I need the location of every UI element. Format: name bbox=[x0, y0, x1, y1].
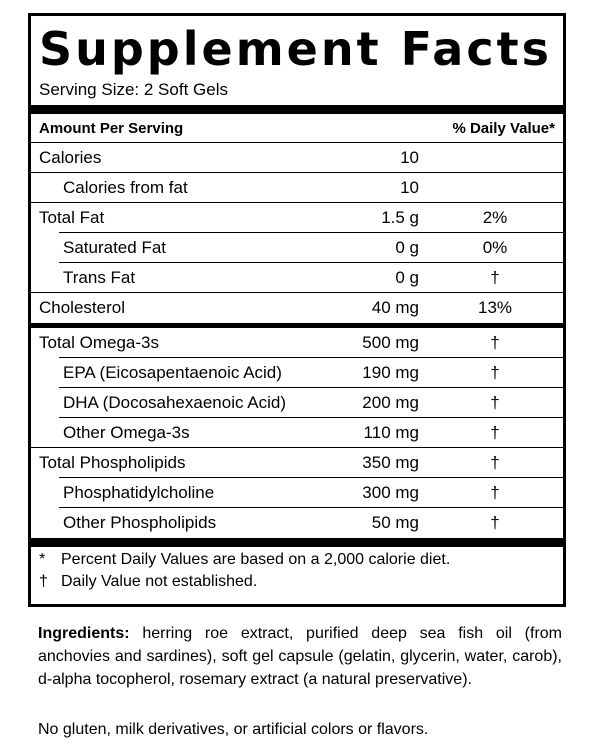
nutrient-amount: 0 g bbox=[395, 268, 419, 287]
nutrient-daily-value: 13% bbox=[477, 298, 513, 317]
nutrient-daily-value: 0% bbox=[482, 238, 508, 257]
nutrient-daily-value: † bbox=[490, 423, 500, 442]
nutrient-row-phosphatidylcholine bbox=[31, 478, 563, 508]
nutrient-name: Saturated Fat bbox=[63, 238, 167, 257]
nutrient-name: Trans Fat bbox=[63, 268, 136, 287]
nutrient-amount: 0 g bbox=[395, 238, 419, 257]
nutrient-name: Calories from fat bbox=[63, 178, 188, 197]
nutrient-daily-value: 2% bbox=[482, 208, 508, 227]
nutrient-row-other-omega-3s bbox=[31, 418, 563, 448]
nutrient-amount: 350 mg bbox=[362, 453, 419, 472]
daily-value-header: % Daily Value* bbox=[452, 119, 555, 137]
nutrient-amount: 10 bbox=[400, 148, 419, 167]
footnote-not-established bbox=[39, 571, 555, 593]
ingredients-statement bbox=[38, 622, 562, 691]
nutrient-name: Total Phospholipids bbox=[39, 453, 186, 472]
panel-title: Supplement Facts bbox=[39, 22, 552, 76]
nutrient-amount: 40 mg bbox=[371, 298, 419, 317]
nutrient-row-cholesterol bbox=[31, 293, 563, 323]
nutrient-row-total-omega-3s bbox=[31, 328, 563, 358]
nutrient-amount: 110 mg bbox=[363, 423, 419, 442]
amount-per-serving-header: Amount Per Serving bbox=[39, 119, 184, 137]
nutrient-row-calories-from-fat bbox=[31, 173, 563, 203]
nutrient-amount: 1.5 g bbox=[381, 208, 419, 227]
nutrient-name: Phosphatidylcholine bbox=[63, 483, 215, 502]
nutrient-name: DHA (Docosahexaenoic Acid) bbox=[63, 393, 287, 412]
nutrient-daily-value: † bbox=[490, 483, 500, 502]
nutrient-amount: 50 mg bbox=[371, 513, 419, 532]
nutrient-row-trans-fat bbox=[31, 263, 563, 293]
nutrient-row-calories bbox=[31, 143, 563, 173]
thick-divider bbox=[31, 538, 563, 547]
nutrient-row-total-fat bbox=[31, 203, 563, 233]
nutrient-name: Calories bbox=[39, 148, 102, 167]
nutrient-row-dha bbox=[31, 388, 563, 418]
supplement-facts-panel bbox=[28, 13, 566, 607]
serving-size: Serving Size: 2 Soft Gels bbox=[39, 80, 228, 99]
nutrient-name: Other Omega-3s bbox=[63, 423, 190, 442]
footnote-mark: † bbox=[39, 573, 48, 590]
nutrient-row-epa bbox=[31, 358, 563, 388]
allergen-statement: No gluten, milk derivatives, or artificial colors or flavors. bbox=[38, 721, 429, 738]
footnote-text: Daily Value not established. bbox=[61, 573, 258, 590]
nutrient-amount: 200 mg bbox=[362, 393, 419, 412]
thick-divider bbox=[31, 105, 563, 114]
nutrient-amount: 10 bbox=[400, 178, 419, 197]
footnote-mark: * bbox=[39, 551, 46, 568]
nutrient-amount: 500 mg bbox=[362, 333, 419, 352]
nutrient-name: Other Phospholipids bbox=[63, 513, 217, 532]
nutrient-row-saturated-fat bbox=[31, 233, 563, 263]
footnote-percent-daily bbox=[39, 549, 555, 571]
nutrient-daily-value: † bbox=[490, 268, 500, 287]
footnotes bbox=[39, 547, 555, 593]
nutrient-name: Total Omega-3s bbox=[39, 333, 159, 352]
nutrient-name: Total Fat bbox=[39, 208, 105, 227]
footnote-text: Percent Daily Values are based on a 2,000 calorie diet. bbox=[61, 551, 451, 568]
ingredients-text: herring roe extract, purified deep sea fish oil (from anchovies and sardines), soft gel capsule (gelatin, glycerin, water, carob), d-alpha tocopherol, rosemary extract (a natural preservative). bbox=[38, 625, 562, 688]
nutrient-name: Cholesterol bbox=[39, 298, 125, 317]
nutrient-amount: 300 mg bbox=[362, 483, 419, 502]
nutrient-row-other-phospholipids bbox=[31, 508, 563, 538]
column-header-row bbox=[31, 114, 563, 143]
nutrient-daily-value: † bbox=[490, 333, 500, 352]
nutrient-daily-value: † bbox=[490, 513, 500, 532]
nutrient-name: EPA (Eicosapentaenoic Acid) bbox=[63, 363, 282, 382]
nutrient-amount: 190 mg bbox=[362, 363, 419, 382]
nutrient-daily-value: † bbox=[490, 393, 500, 412]
nutrient-row-total-phospholipids bbox=[31, 448, 563, 478]
nutrient-daily-value: † bbox=[490, 453, 500, 472]
ingredients-label: Ingredients: bbox=[38, 625, 130, 642]
nutrient-daily-value: † bbox=[490, 363, 500, 382]
